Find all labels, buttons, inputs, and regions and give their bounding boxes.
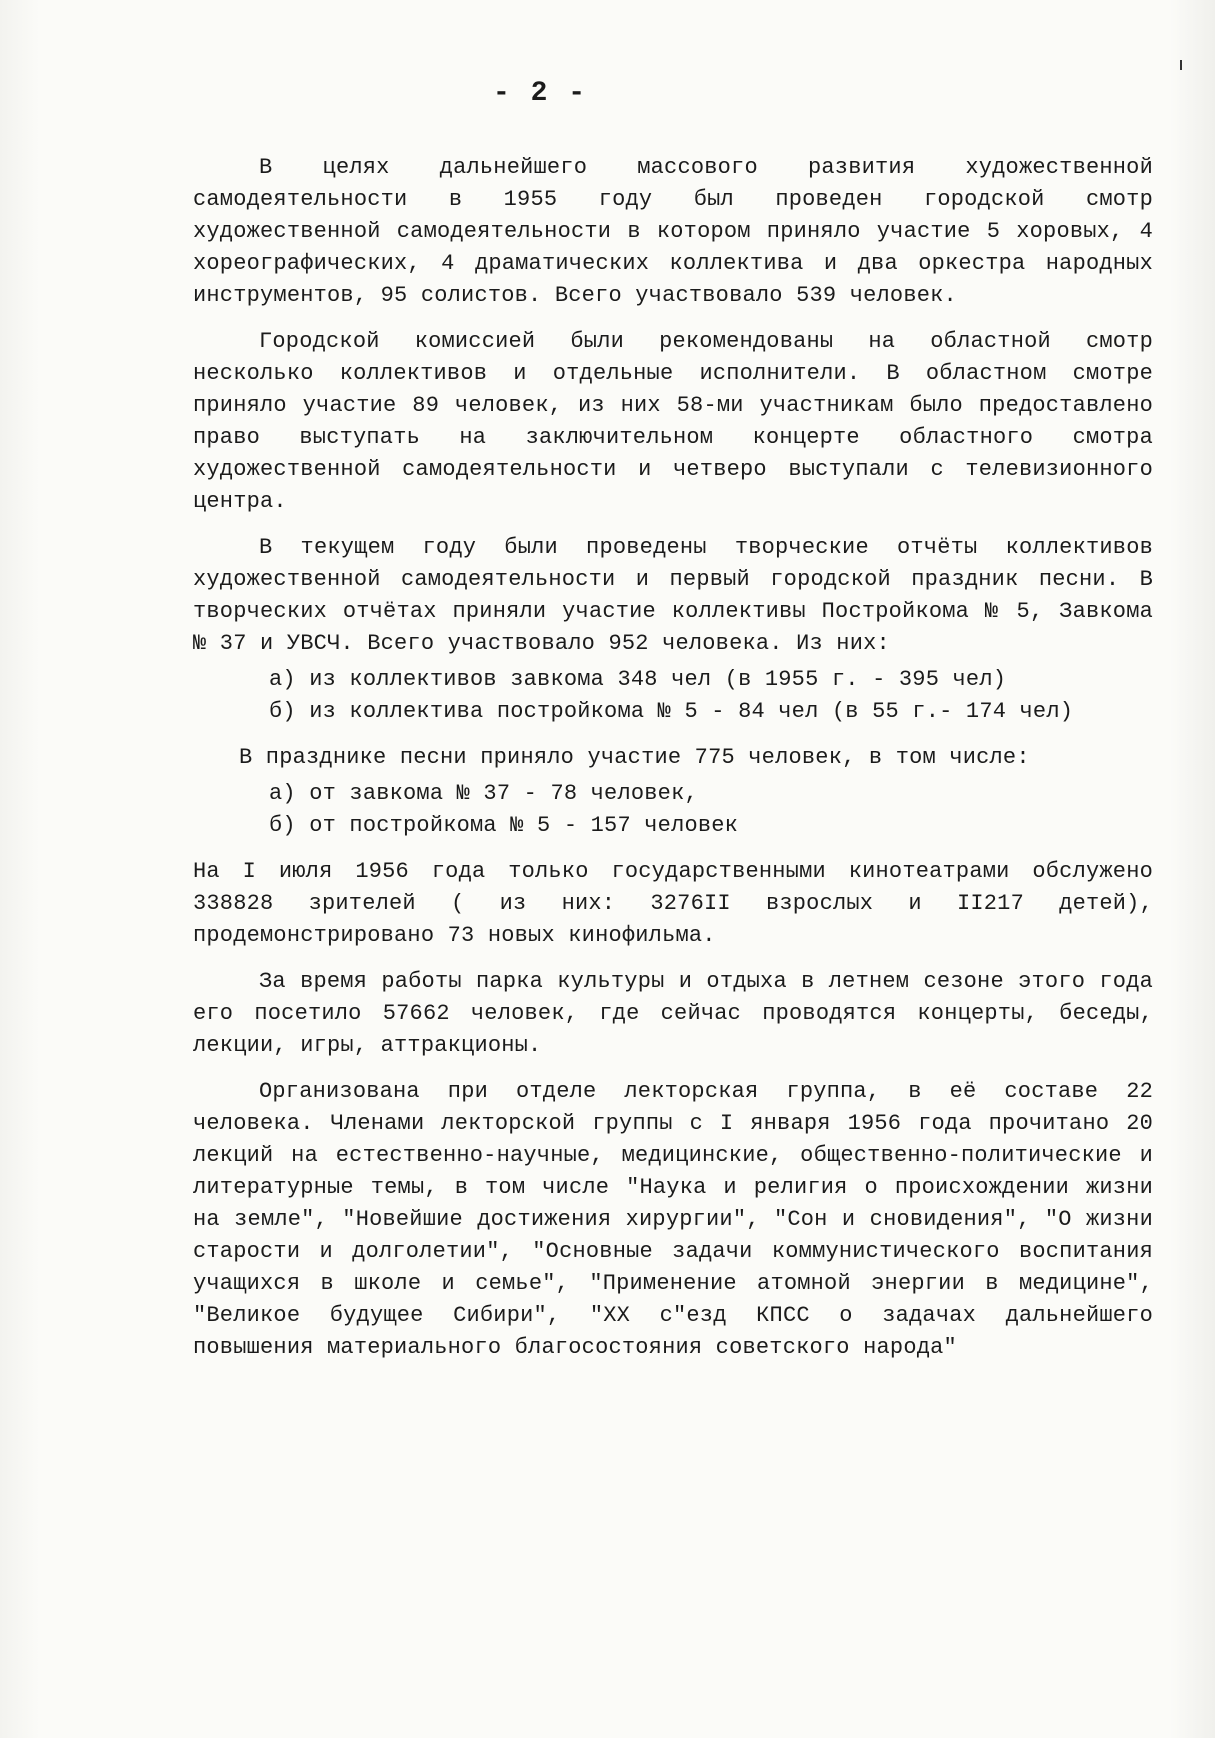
paragraph-regional-review: Городской комиссией были рекомендованы на областной смотр несколько коллективов и отдельные исполнители. В областном смотре приняло участие 89 человек, из них 58-ми участникам было предоставлено право выступать на заключительном концерте областного смотра художественной самодеятельности и четверо выступали с телевизионного центра. — [193, 329, 1153, 514]
list-item-song-zavkom: а) от завкома № 37 - 78 человек, — [269, 781, 698, 806]
paragraph-amateur-review-1955: В целях дальнейшего массового развития художественной самодеятельности в 1955 году был проведен городской смотр художественной самодеятельности в котором приняло участие 5 хоровых, 4 хореографических, 4 драматических коллектива и два оркестра народных инструментов, 95 солистов. Всего участвовало 539 человек. — [193, 155, 1153, 308]
binding-mark — [1180, 60, 1182, 70]
paragraph-culture-park: За время работы парка культуры и отдыха в летнем сезоне этого года его посетило 57662 человек, где сейчас проводятся концерты, беседы, лекции, игры, аттракционы. — [193, 969, 1153, 1058]
paragraph-cinemas: На I июля 1956 года только государственными кинотеатрами обслужено 338828 зрителей ( из них: 3276II взрослых и II217 детей), продемонстрировано 73 новых кинофильма. — [193, 859, 1153, 948]
paragraph-lecture-group: Организована при отделе лекторская группа, в её составе 22 человека. Членами лекторской группы с I января 1956 года прочитано 20 лекций на естественно-научные, медицинские, общественно-политические и литературные темы, в том числе "Наука и религия о происхождении жизни на земле", "Новейшие достижения хирургии", "Сон и сновидения", "О жизни старости и долголетии", "Основные задачи коммунистического воспитания учащихся в школе и семье", "Применение атомной энергии в медицине", "Великое будущее Сибири", "XX с"езд КПСС о задачах дальнейшего повышения материального благосостояния советского народа" — [193, 1079, 1153, 1360]
list-item-postroykom: б) из коллектива постройкома № 5 - 84 чел (в 55 г.- 174 чел) — [269, 699, 1074, 724]
list-item-song-postroykom: б) от постройкома № 5 - 157 человек — [269, 813, 739, 838]
paragraph-song-festival: В празднике песни приняло участие 775 человек, в том числе: — [239, 745, 1030, 770]
paragraph-creative-reports: В текущем году были проведены творческие отчёты коллективов художественной самодеятельности и первый городской праздник песни. В творческих отчётах приняли участие коллективы Постройкома № 5, Завкома № 37 и УВСЧ. Всего участвовало 952 человека. Из них: — [193, 535, 1153, 656]
list-item-zavkom: а) из коллективов завкома 348 чел (в 1955 г. - 395 чел) — [269, 667, 1007, 692]
document-body — [193, 152, 1153, 1378]
page-number: - 2 - — [492, 78, 587, 109]
